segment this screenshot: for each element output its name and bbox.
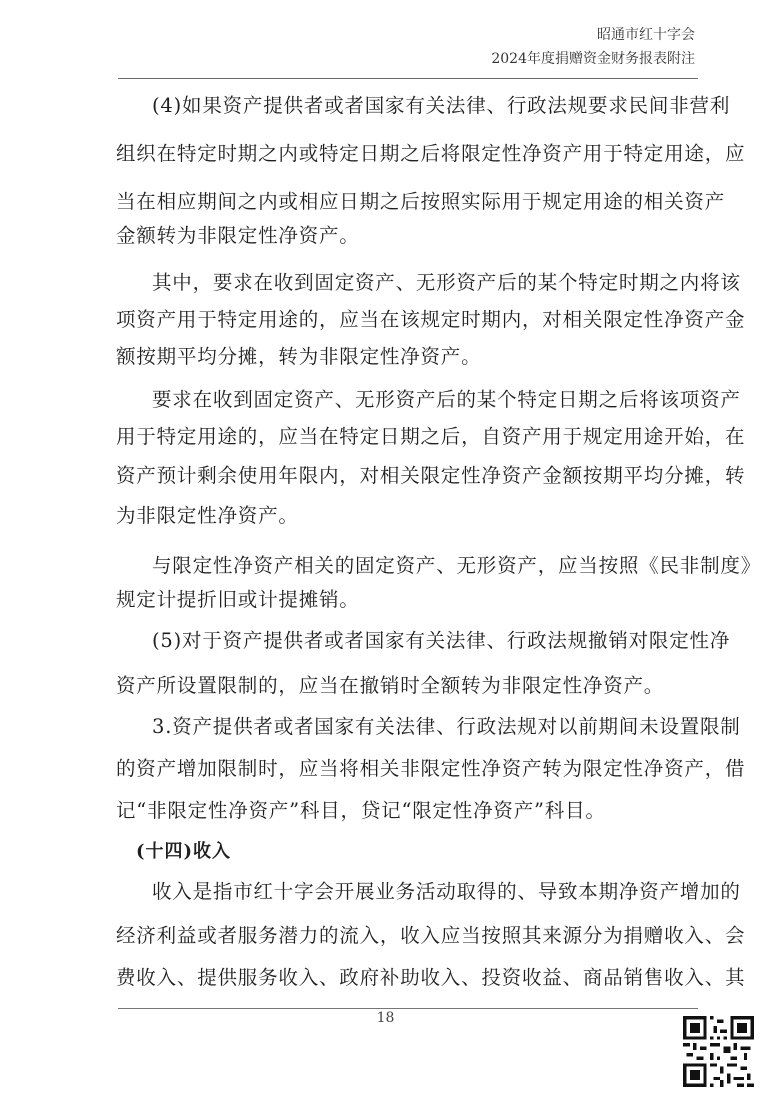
body-line: 要求在收到固定资产、无形资产后的某个特定日期之后将该项资产 bbox=[152, 388, 741, 411]
body-line: 资产预计剩余使用年限内，对相关限定性净资产金额按期平均分摊，转 bbox=[116, 464, 746, 487]
body-line: 的资产增加限制时，应当将相关非限定性净资产转为限定性净资产，借 bbox=[116, 757, 746, 780]
section-heading: (十四)收入 bbox=[136, 841, 232, 862]
qr-code-icon bbox=[683, 1016, 754, 1087]
header-organization: 昭通市红十字会 bbox=[597, 27, 695, 43]
body-line: 用于特定用途的，应当在特定日期之后，自资产用于规定用途开始，在 bbox=[116, 425, 746, 448]
body-line: 金额转为非限定性净资产。 bbox=[116, 224, 360, 247]
body-line: (5)对于资产提供者或者国家有关法律、行政法规撤销对限定性净 bbox=[152, 629, 731, 652]
footer-rule bbox=[118, 1008, 698, 1009]
body-line: 3.资产提供者或者国家有关法律、行政法规对以前期间未设置限制 bbox=[152, 715, 741, 738]
body-line: 当在相应期间之内或相应日期之后按照实际用于规定用途的相关资产 bbox=[116, 190, 726, 213]
body-line: 经济利益或者服务潜力的流入，收入应当按照其来源分为捐赠收入、会 bbox=[116, 924, 746, 947]
body-line: (4)如果资产提供者或者国家有关法律、行政法规要求民间非营利 bbox=[152, 94, 731, 117]
body-line: 项资产用于特定用途的，应当在该规定时期内，对相关限定性净资产金 bbox=[116, 308, 746, 331]
body-line: 资产所设置限制的，应当在撤销时全额转为非限定性净资产。 bbox=[116, 674, 665, 697]
body-line: 记“非限定性净资产”科目，贷记“限定性净资产”科目。 bbox=[116, 799, 606, 822]
body-line: 额按期平均分摊，转为非限定性净资产。 bbox=[116, 345, 482, 368]
body-line: 组织在特定时期之内或特定日期之后将限定性净资产用于特定用途，应 bbox=[116, 142, 746, 165]
body-line: 与限定性净资产相关的固定资产、无形资产，应当按照《民非制度》 bbox=[152, 554, 762, 577]
body-line: 为非限定性净资产。 bbox=[116, 504, 299, 527]
page-number: 18 bbox=[376, 1010, 395, 1026]
header-document-title: 2024年度捐赠资金财务报表附注 bbox=[491, 51, 695, 67]
body-line: 收入是指市红十字会开展业务活动取得的、导致本期净资产增加的 bbox=[152, 880, 741, 903]
header-rule bbox=[118, 78, 698, 79]
body-line: 规定计提折旧或计提摊销。 bbox=[116, 588, 360, 611]
body-line: 费收入、提供服务收入、政府补助收入、投资收益、商品销售收入、其 bbox=[116, 966, 746, 989]
body-line: 其中，要求在收到固定资产、无形资产后的某个特定时期之内将该 bbox=[152, 271, 741, 294]
